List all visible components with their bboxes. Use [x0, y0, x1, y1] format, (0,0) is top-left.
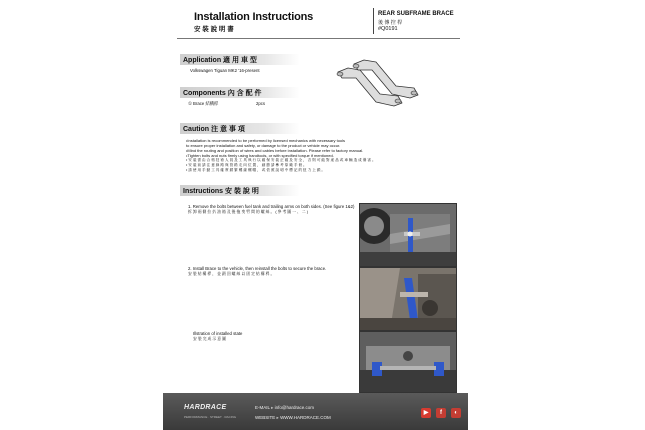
step-1-cn: 拆 卸 兩 側 拉 扒 油 箱 及 後 拖 曳 臂 間 的 螺 絲 。 ( 參 考 圖 一 、 二 ) — [188, 209, 309, 214]
page-title-cn: 安 裝 說 明 書 — [194, 26, 234, 33]
components-section-header — [180, 87, 300, 98]
product-code: #Q0191 — [378, 26, 398, 32]
step-3-cn: 安 裝 完 成 示 意 圖 — [193, 336, 226, 341]
application-heading: Application 適 用 車 型 — [183, 57, 257, 64]
component-item: ① Brace 結構桿 — [188, 101, 219, 106]
components-heading: Components 內 含 配 件 — [183, 90, 262, 97]
header-divider — [373, 8, 374, 34]
step-3-en: Illstration of installed state — [193, 331, 243, 336]
step-3 — [193, 331, 365, 342]
step-2-cn: 安 裝 結 構 桿 ， 並 鎖 回 螺 絲 以 固 定 結 構 桿 。 — [188, 271, 275, 276]
website-label: WEBSITE — [255, 415, 276, 420]
brace-illustration — [328, 56, 428, 122]
step-2-en: 2. Install Brace to the vehicle, then reinstall the bolts to secure the brace. — [188, 266, 327, 271]
wechat-icon[interactable]: ◐ — [451, 408, 461, 418]
email-link[interactable]: info@hardrace.com — [274, 405, 314, 410]
step-1-en: 1. Remove the bolts between fuel tank and trailing arms on both sides. (See figure 1&2) — [188, 204, 355, 209]
page-title: Installation Instructions — [194, 11, 314, 23]
caution-section-header — [180, 123, 300, 134]
product-name-cn: 後 傳 控 桿 — [378, 20, 403, 26]
step-2 — [188, 266, 360, 277]
website-link[interactable]: WWW.HARDRACE.COM — [280, 415, 331, 420]
step-1-photo — [359, 203, 457, 267]
product-name: REAR SUBFRAME BRACE — [378, 11, 454, 17]
caution-heading: Caution 注 意 事 項 — [183, 126, 245, 133]
facebook-icon[interactable]: f — [436, 408, 446, 418]
youtube-icon[interactable]: ▶ — [421, 408, 431, 418]
brand-logo: HARDRACE — [184, 404, 227, 411]
component-qty: 2pcs — [256, 101, 266, 106]
application-section-header — [180, 54, 300, 65]
instructions-section-header — [180, 185, 300, 196]
caution-line-4: •Tighten bolts and nuts firmly using handtools, or with specified torque if mentioned. — [186, 153, 334, 158]
caution-line-2: to ensure proper installation and safety, or damage to the product or vehicle may occur. — [186, 143, 341, 148]
caution-line-1: •Installation is recommended to be performed by licensed mechanics with necessary tools — [186, 138, 346, 143]
caution-line-6: • 安 裝 前 請 注 意 線 路 與 管 路 走 向 位 置 ， 細 節 請 參 考 原 廠 手 冊 。 — [186, 163, 307, 167]
email-label: E-MAIL — [255, 405, 270, 410]
footer-website-line: WEBSITE ▸ WWW.HARDRACE.COM — [255, 415, 331, 420]
instructions-heading: Instructions 安 裝 說 明 — [183, 188, 259, 195]
step-1 — [188, 204, 360, 215]
application-vehicle: Volkswagen Tiguan MK2 '16-present — [190, 68, 260, 73]
header-rule — [177, 38, 460, 39]
installed-state-photo — [359, 331, 457, 393]
step-2-photo — [359, 267, 457, 331]
footer-email-line: E-MAIL ▸ info@hardrace.com — [255, 405, 314, 410]
caution-line-7: • 請 使 用 手 動 工 具 確 實 鎖 緊 螺 絲 螺 帽 ， 或 依 照 說 明 中 標 記 的 扭 力 上 鎖 。 — [186, 168, 326, 172]
brand-tagline: PERFORMANCE · STREET · RACING — [184, 415, 237, 419]
caution-line-5: • 安 裝 需 由 合 格 技 術 人 員 及 工 具 執 行 以 確 保 安 裝 正 確 及 安 全 ， 否 則 可 能 對 產 品 或 車 輛 造 成 傷 害 。 — [186, 158, 376, 162]
caution-line-3: •Mind the routing and position of wires and cables before installation. Please refer to factory manual. — [186, 148, 364, 153]
